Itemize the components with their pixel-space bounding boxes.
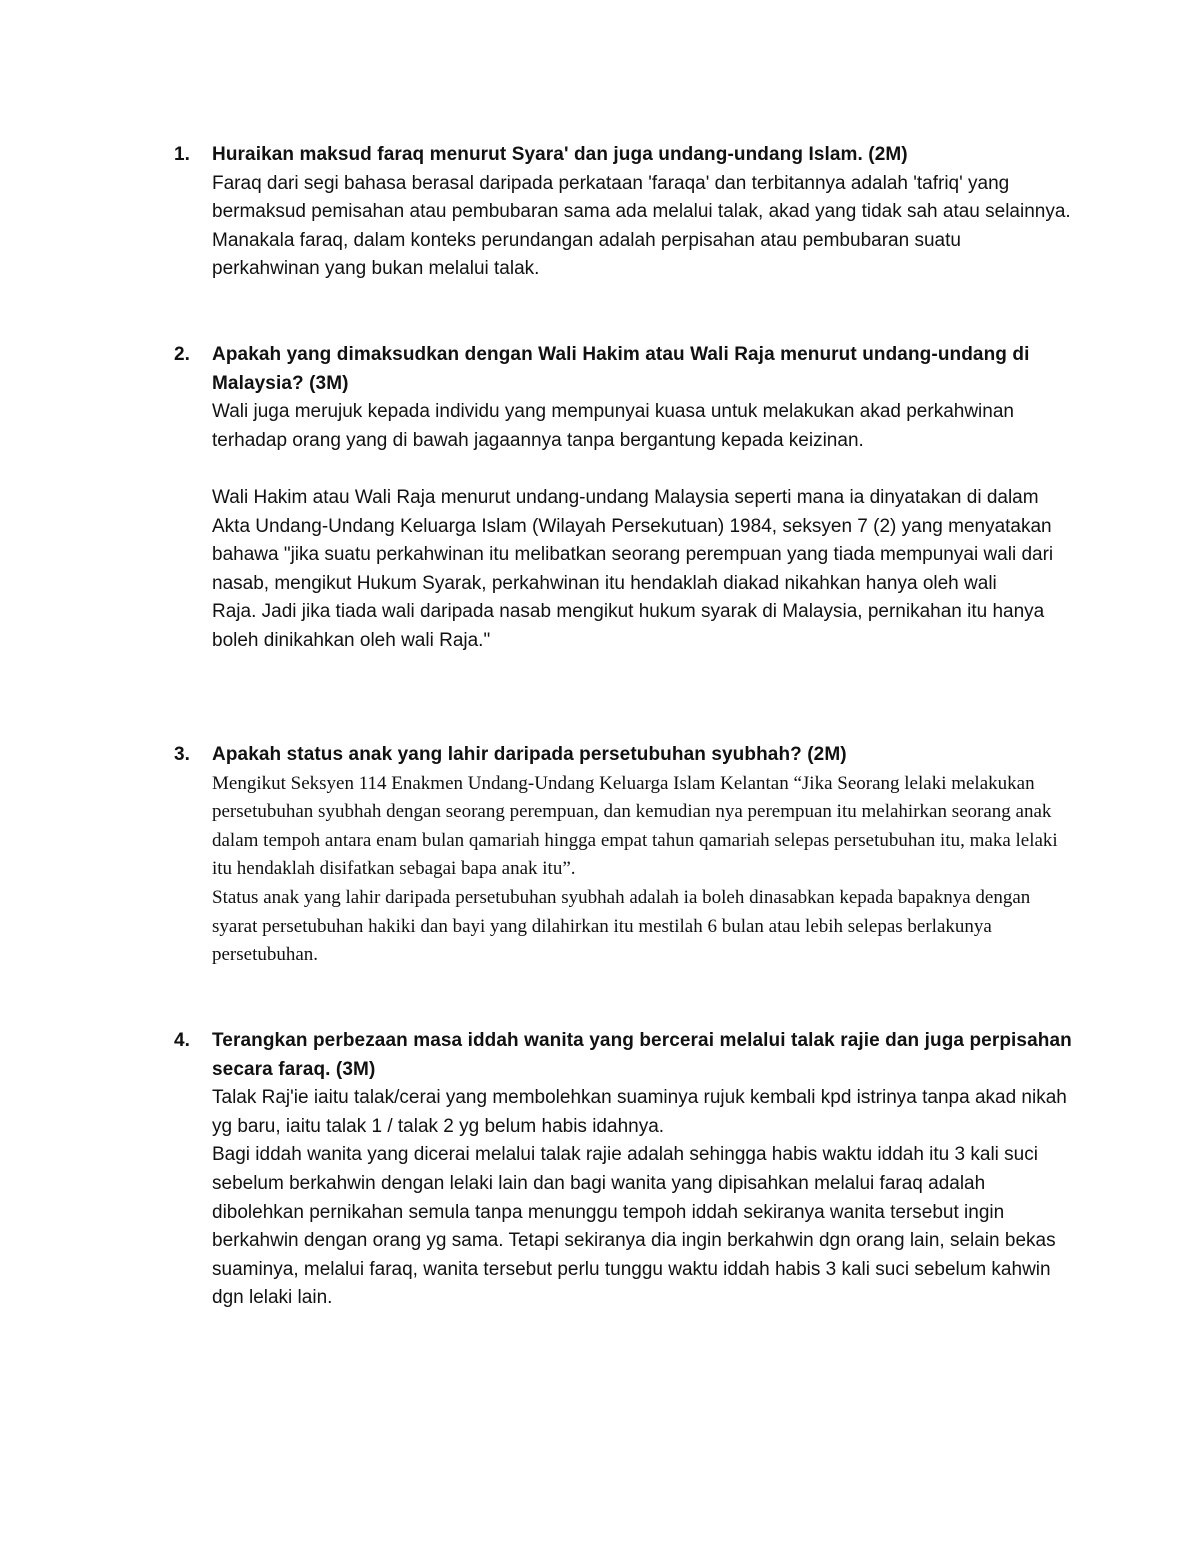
question-body [212, 341, 1072, 656]
question-body [212, 741, 1072, 970]
answer-paragraph: Mengikut Seksyen 114 Enakmen Undang-Undang Keluarga Islam Kelantan “Jika Seorang lelaki melakukan persetubuhan syubhah dengan seorang perempuan, dan kemudian nya perempuan itu melahirkan seorang anak dalam tempoh antara enam bulan qamariah hingga empat tahun qamariah selepas persetubuhan itu, maka lelaki itu hendaklah disifatkan sebagai bapa anak itu”. [212, 772, 1058, 880]
question-body [212, 141, 1072, 284]
question-body [212, 1027, 1072, 1313]
question-number: 2. [174, 344, 190, 365]
question-number: 1. [174, 144, 190, 165]
question-title: Apakah status anak yang lahir daripada persetubuhan syubhah? (2M) [212, 744, 847, 765]
question-title: Huraikan maksud faraq menurut Syara' dan juga undang-undang Islam. (2M) [212, 144, 908, 165]
question-number: 4. [174, 1030, 190, 1051]
answer-paragraph: Raja. Jadi jika tiada wali daripada nasab mengikut hukum syarak di Malaysia, pernikahan itu hanya boleh dinikahkan oleh wali Raja." [212, 601, 1045, 651]
question-title: Terangkan perbezaan masa iddah wanita yang bercerai melalui talak rajie dan juga perpisahan secara faraq. (3M) [212, 1030, 1072, 1080]
question-number: 3. [174, 744, 190, 765]
answer-paragraph: Bagi iddah wanita yang dicerai melalui talak rajie adalah sehingga habis waktu iddah itu 3 kali suci sebelum berkahwin dengan lelaki lain dan bagi wanita yang dipisahkan melalui faraq adalah dibolehkan pernikahan semula tanpa menunggu tempoh iddah sekiranya wanita tersebut ingin berkahwin dengan orang yg sama. Tetapi sekiranya dia ingin berkahwin dgn orang lain, selain bekas suaminya, melalui faraq, wanita tersebut perlu tunggu waktu iddah habis 3 kali suci sebelum kahwin dgn lelaki lain. [212, 1144, 1056, 1309]
paragraph-gap [212, 455, 1072, 484]
answer-paragraph: Status anak yang lahir daripada persetubuhan syubhah adalah ia boleh dinasabkan kepada bapaknya dengan syarat persetubuhan hakiki dan bayi yang dilahirkan itu mestilah 6 bulan atau lebih selepas berlakunya persetubuhan. [212, 886, 1031, 966]
answer-paragraph: Wali Hakim atau Wali Raja menurut undang-undang Malaysia seperti mana ia dinyatakan di dalam Akta Undang-Undang Keluarga Islam (Wilayah Persekutuan) 1984, seksyen 7 (2) yang menyatakan bahawa "jika suatu perkahwinan itu melibatkan seorang perempuan yang tiada mempunyai wali dari nasab, mengikut Hukum Syarak, perkahwinan itu hendaklah diakad nikahkan hanya oleh wali [212, 486, 1054, 594]
answer-paragraph: Talak Raj'ie iaitu talak/cerai yang membolehkan suaminya rujuk kembali kpd istrinya tanpa akad nikah yg baru, iaitu talak 1 / talak 2 yg belum habis idahnya. [212, 1087, 1067, 1137]
answer-paragraph: Faraq dari segi bahasa berasal daripada perkataan 'faraqa' dan terbitannya adalah 'tafriq' yang bermaksud pemisahan atau pembubaran sama ada melalui talak, akad yang tidak sah atau selainnya. Manakala faraq, dalam konteks perundangan adalah perpisahan atau pembubaran suatu perkahwinan yang bukan melalui talak. [212, 172, 1071, 280]
answer-paragraph: Wali juga merujuk kepada individu yang mempunyai kuasa untuk melakukan akad perkahwinan terhadap orang yang di bawah jagaannya tanpa bergantung kepada keizinan. [212, 401, 1014, 451]
question-title: Apakah yang dimaksudkan dengan Wali Hakim atau Wali Raja menurut undang-undang di Malaysia? (3M) [212, 344, 1030, 394]
